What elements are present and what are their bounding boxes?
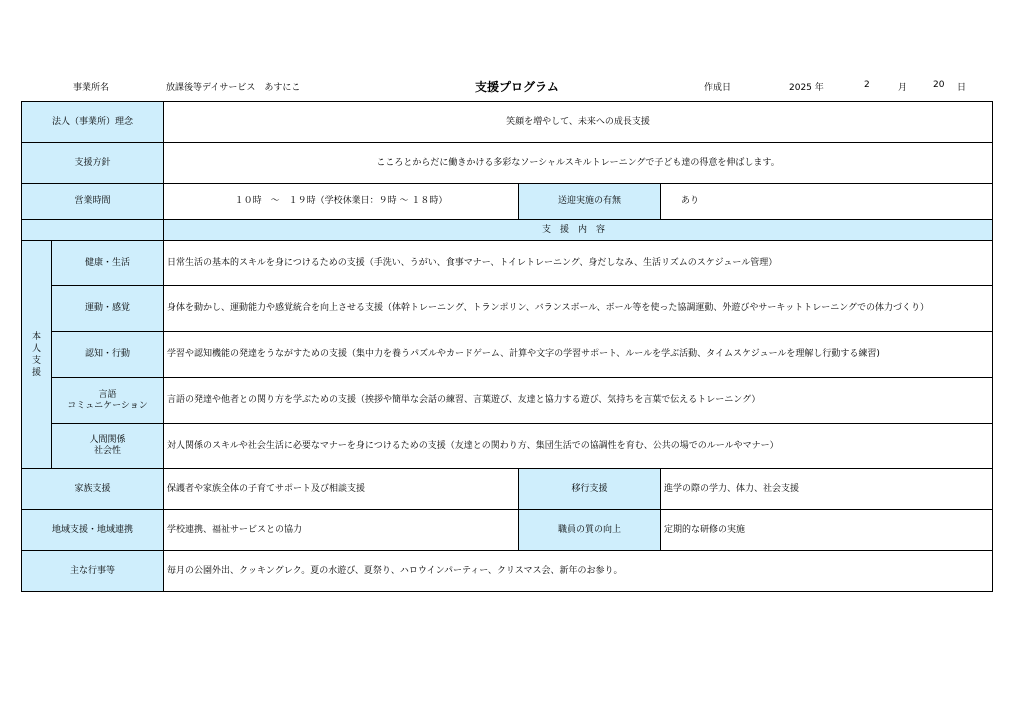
events-label: 主な行事等 bbox=[22, 551, 164, 592]
health-row bbox=[22, 241, 993, 286]
office-label: 事業所名 bbox=[73, 83, 110, 93]
program-table bbox=[21, 101, 993, 592]
transition-label: 移行支援 bbox=[519, 469, 661, 510]
philosophy-label: 法人（事業所）理念 bbox=[22, 102, 164, 143]
created-day: 20 bbox=[933, 80, 945, 90]
created-year: 2025 年 bbox=[789, 83, 824, 93]
cognition-value: 学習や認知機能の発達をうながすための支援（集中力を養うパズルやカードゲーム、計算や文字の学習サポート、ルールを学ぶ活動、タイムスケジュールを理解し行動する練習) bbox=[164, 332, 993, 378]
community-row bbox=[22, 510, 993, 551]
events-value: 毎月の公園外出、クッキングレク。夏の水遊び、夏祭り、ハロウインパーティー、クリスマス会、新年のお参り。 bbox=[164, 551, 993, 592]
language-label-line2: コミュニケーション bbox=[67, 400, 148, 411]
personal-support-text: 本人支援 bbox=[31, 331, 41, 378]
section-title: 支援内容 bbox=[164, 220, 993, 241]
staff-value: 定期的な研修の実施 bbox=[661, 510, 993, 551]
motor-value: 身体を動かし、運動能力や感覚統合を向上させる支援（体幹トレーニング、トランポリン、バランスボール、ボール等を使った協調運動、外遊びやサーキットトレーニングでの体力づくり） bbox=[164, 286, 993, 332]
family-label: 家族支援 bbox=[22, 469, 164, 510]
motor-label: 運動・感覚 bbox=[52, 286, 164, 332]
relations-label-line1: 人間関係 bbox=[89, 435, 126, 445]
page-title: 支援プログラム bbox=[475, 80, 559, 94]
month-label: 月 bbox=[898, 83, 908, 93]
created-month: 2 bbox=[864, 80, 870, 90]
hours-row bbox=[22, 184, 993, 220]
community-value: 学校連携、福祉サービスとの協力 bbox=[164, 510, 519, 551]
policy-row bbox=[22, 143, 993, 184]
cognition-label: 認知・行動 bbox=[52, 332, 164, 378]
relations-label-line2: 社会性 bbox=[94, 446, 122, 456]
transport-label: 送迎実施の有無 bbox=[519, 184, 661, 220]
community-label: 地域支援・地域連携 bbox=[22, 510, 164, 551]
language-label-line1: 言語 bbox=[98, 389, 117, 400]
cognition-row bbox=[22, 332, 993, 378]
policy-value: こころとからだに働きかける多彩なソーシャルスキルトレーニングで子ども達の得意を伸ばします。 bbox=[164, 143, 993, 184]
family-row bbox=[22, 469, 993, 510]
language-value: 言語の発達や他者との関り方を学ぶための支援（挨拶や簡単な会話の練習、言葉遊び、友達と協力する遊び、気持ちを言葉で伝えるトレーニング） bbox=[164, 378, 993, 424]
hours-label: 営業時間 bbox=[22, 184, 164, 220]
policy-label: 支援方針 bbox=[22, 143, 164, 184]
philosophy-value: 笑顔を増やして、未来への成長支援 bbox=[164, 102, 993, 143]
staff-label: 職員の質の向上 bbox=[519, 510, 661, 551]
personal-support-label bbox=[22, 241, 52, 469]
family-value: 保護者や家族全体の子育てサポート及び相談支援 bbox=[164, 469, 519, 510]
section-row bbox=[22, 220, 993, 241]
motor-row bbox=[22, 286, 993, 332]
relations-value: 対人関係のスキルや社会生活に必要なマナーを身につけるための支援（友達との関わり方、集団生活での協調性を育む、公共の場でのルールやマナー） bbox=[164, 424, 993, 469]
events-row bbox=[22, 551, 993, 592]
relations-label bbox=[52, 424, 164, 469]
language-row bbox=[22, 378, 993, 424]
office-name: 放課後等デイサービス あすにこ bbox=[166, 83, 301, 93]
day-label: 日 bbox=[957, 83, 967, 93]
health-value: 日常生活の基本的スキルを身につけるための支援（手洗い、うがい、食事マナー、トイレトレーニング、身だしなみ、生活リズムのスケジュール管理） bbox=[164, 241, 993, 286]
created-label: 作成日 bbox=[704, 83, 732, 93]
language-label bbox=[52, 378, 164, 424]
health-label: 健康・生活 bbox=[52, 241, 164, 286]
section-spacer bbox=[22, 220, 164, 241]
philosophy-row bbox=[22, 102, 993, 143]
hours-value: １０時 ～ １９時（学校休業日：９時 ～ １８時） bbox=[164, 184, 519, 220]
transition-value: 進学の際の学力、体力、社会支援 bbox=[661, 469, 993, 510]
relations-row bbox=[22, 424, 993, 469]
transport-value: あり bbox=[661, 184, 993, 220]
